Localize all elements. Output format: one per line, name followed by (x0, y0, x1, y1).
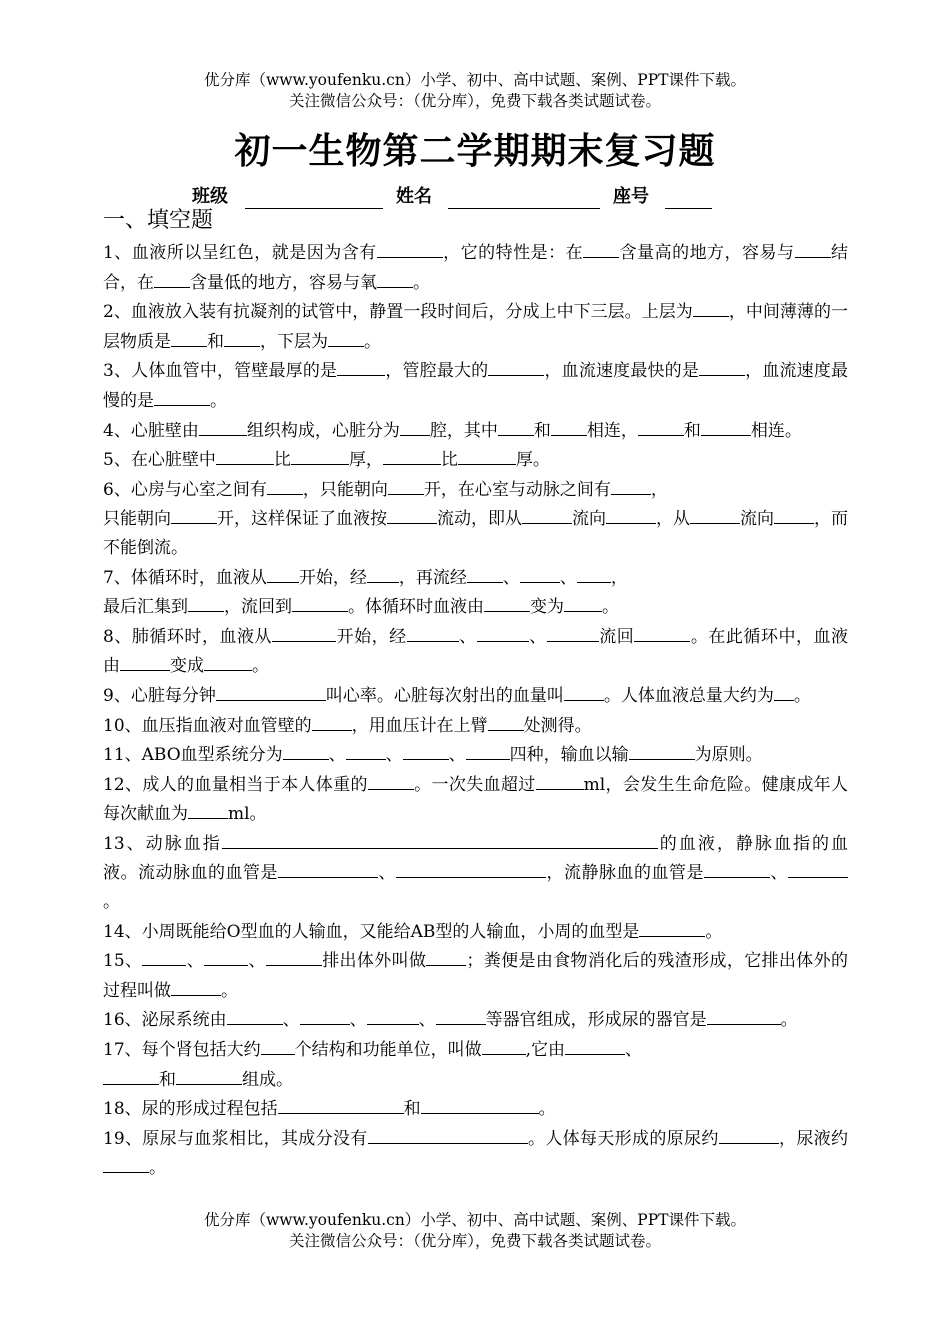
question-text: ，流回到 (224, 597, 292, 618)
answer-blank (719, 1124, 779, 1144)
question-text: 8、肺循环时，血液从 (103, 626, 273, 647)
question-text: 为原则。 (694, 745, 763, 766)
answer-blank (188, 799, 228, 819)
question-text: 、 (559, 567, 577, 588)
question-text: 、 (625, 1040, 643, 1061)
question-text: 流回 (598, 626, 635, 647)
question-text: 、 (248, 951, 266, 972)
answer-blank (368, 1124, 528, 1144)
question-text: 相连， (586, 420, 638, 441)
question-text: 变成 (170, 656, 204, 677)
header-line-2: 关注微信公众号：（优分库），免费下载各类试题试卷。 (288, 92, 661, 110)
question-text: 。体循环时血液由 (348, 597, 484, 618)
answer-blank (421, 1094, 539, 1114)
question-item (103, 770, 848, 829)
answer-blank (547, 622, 599, 642)
answer-blank (292, 592, 348, 612)
name-label: 姓名 (396, 186, 432, 207)
question-text: ，它的特性是：在 (442, 243, 584, 263)
question-item (103, 829, 848, 917)
question-item (103, 1035, 848, 1065)
question-text: 处测得。 (523, 715, 592, 736)
question-text: 16、泌尿系统由 (103, 1010, 227, 1031)
question-item (103, 592, 848, 622)
question-text: 、 (458, 626, 477, 647)
answer-blank (466, 740, 510, 760)
answer-blank (488, 356, 544, 376)
answer-blank (699, 356, 745, 376)
answer-blank (377, 268, 413, 288)
class-blank (245, 208, 383, 209)
question-item (103, 1065, 848, 1095)
question-text: 。人体每天形成的原尿约 (527, 1128, 719, 1149)
answer-blank (707, 1005, 781, 1025)
answer-blank (387, 504, 437, 524)
answer-blank (606, 504, 656, 524)
answer-blank (267, 563, 299, 583)
page-title: 初一生物第二学期期末复习题 (234, 130, 716, 172)
answer-blank (564, 681, 604, 701)
answer-blank (291, 445, 349, 465)
answer-blank (520, 563, 560, 583)
question-text: 。 (793, 685, 811, 706)
question-item (103, 622, 848, 681)
answer-blank (551, 416, 587, 436)
question-text: 、 (385, 745, 403, 766)
question-text: 。人体血液总量大约为 (603, 685, 774, 706)
question-text: 13、动脉血指 (103, 833, 222, 854)
question-text: 。 (364, 331, 381, 352)
section-title: 一、填空题 (103, 208, 214, 233)
question-text: 和 (533, 420, 551, 441)
question-text: ， (650, 479, 668, 500)
answer-blank (629, 740, 695, 760)
answer-blank (171, 327, 207, 347)
answer-blank (484, 592, 530, 612)
answer-blank (171, 504, 217, 524)
question-text: 等器官组成，形成尿的器官是 (485, 1010, 707, 1031)
answer-blank (788, 858, 848, 878)
answer-blank (458, 445, 516, 465)
question-text: 。 (103, 892, 120, 913)
question-text: ，下层为 (260, 331, 328, 352)
question-text: 。 (780, 1010, 798, 1031)
question-text: 、 (378, 863, 396, 884)
question-text: 18、尿的形成过程包括 (103, 1099, 278, 1120)
question-text: ，再流经 (398, 567, 467, 588)
answer-blank (377, 238, 443, 258)
question-item (103, 711, 848, 741)
question-text: 2、血液放入装有抗凝剂的试管中，静置一段时间后，分成上中下三层。上层为 (103, 302, 693, 323)
question-text: ，用血压计在上臂 (351, 715, 488, 736)
answer-blank (611, 475, 651, 495)
question-text: 3、人体血管中，管壁最厚的是 (103, 361, 338, 382)
question-text: 、 (328, 745, 346, 766)
answer-blank (368, 770, 414, 790)
question-text: 。在此循环中，血液由 (103, 626, 849, 677)
question-item (103, 946, 848, 1005)
answer-blank (188, 592, 224, 612)
question-text: 11、ABO血型系统分为 (103, 745, 283, 766)
question-text: 。 (538, 1099, 556, 1120)
question-item (103, 356, 848, 415)
question-text: ml，会发生生命危险。健康成年人每次献血为 (103, 774, 849, 825)
question-text: 。一次失血超过 (413, 774, 536, 795)
question-text: 和 (403, 1099, 421, 1120)
answer-blank (176, 1065, 242, 1085)
answer-blank (278, 1094, 404, 1114)
answer-blank (467, 563, 503, 583)
question-text: 开，这样保证了血液按 (217, 509, 387, 530)
answer-blank (227, 1005, 283, 1025)
answer-blank (204, 946, 248, 966)
question-text: 组织构成，心脏分为 (246, 420, 400, 441)
question-list (103, 238, 848, 1183)
question-text: 、 (349, 1010, 367, 1031)
question-text: 、 (186, 951, 205, 972)
answer-blank (564, 592, 602, 612)
answer-blank (154, 386, 210, 406)
question-item (103, 681, 848, 711)
question-text: 5、在心脏壁中 (103, 450, 216, 471)
answer-blank (536, 770, 584, 790)
answer-blank (216, 445, 274, 465)
answer-blank (367, 1005, 419, 1025)
question-text: 开始，经 (336, 626, 407, 647)
question-text: 、 (282, 1010, 300, 1031)
question-text: ，血流速度最慢的是 (103, 361, 849, 411)
question-text: 7、体循环时，血液从 (103, 567, 267, 588)
question-text: ；粪便是由食物消化后的残渣形成，它排出体外的过程叫做 (103, 951, 849, 1001)
answer-blank (634, 622, 690, 642)
question-text: ，而不能倒流。 (103, 509, 848, 558)
question-text: 、 (770, 863, 788, 884)
question-text: 17、每个肾包括大约 (103, 1040, 261, 1061)
question-text: 四种，输血以输 (509, 745, 629, 766)
answer-blank (583, 238, 619, 258)
answer-blank (577, 563, 611, 583)
answer-blank (403, 740, 449, 760)
question-text: 4、心脏壁由 (103, 420, 199, 441)
question-text: 开始，经 (298, 567, 367, 588)
answer-blank (383, 445, 441, 465)
answer-blank (426, 946, 466, 966)
question-text: 组成。 (242, 1069, 293, 1090)
answer-blank (312, 711, 352, 731)
question-text: 。 (705, 921, 723, 942)
answer-blank (261, 1035, 295, 1055)
answer-blank (774, 681, 794, 701)
question-text: ，从 (656, 509, 690, 530)
question-text: 和 (683, 420, 701, 441)
question-text: 和 (159, 1069, 176, 1090)
question-text: 流动，即从 (437, 509, 522, 530)
answer-blank (142, 946, 186, 966)
answer-blank (638, 416, 684, 436)
question-text: 。 (252, 656, 269, 677)
answer-blank (346, 740, 386, 760)
answer-blank (488, 711, 524, 731)
question-text: ml。 (228, 804, 267, 825)
question-text: 。 (602, 597, 619, 618)
answer-blank (498, 416, 534, 436)
question-text: 。 (221, 980, 238, 1001)
question-text: 相连。 (750, 420, 802, 441)
answer-blank (693, 297, 729, 317)
answer-blank (266, 946, 322, 966)
answer-blank (690, 504, 740, 524)
question-text: 14、小周既能给O型血的人输血，又能给AB型的人输血，小周的血型是 (103, 921, 640, 942)
question-text: 12、成人的血量相当于本人体重的 (103, 774, 368, 795)
answer-blank (278, 858, 378, 878)
question-item (103, 1005, 848, 1035)
question-text: 1、血液所以呈红色，就是因为含有 (103, 243, 377, 263)
question-text: 个结构和功能单位，叫做 (294, 1040, 482, 1061)
question-text: 比 (273, 450, 291, 471)
answer-blank (216, 681, 326, 701)
answer-blank (407, 622, 459, 642)
question-text: 的血液，静脉血指的血液。流动脉血的血管是 (103, 833, 849, 884)
answer-blank (272, 622, 336, 642)
answer-blank (204, 651, 252, 671)
footer-line-2: 关注微信公众号：（优分库），免费下载各类试题试卷。 (288, 1232, 661, 1250)
question-text: 排出体外叫做 (321, 951, 427, 972)
answer-blank (639, 917, 705, 937)
question-item (103, 1124, 848, 1183)
question-text: 10、血压指血液对血管壁的 (103, 715, 312, 736)
answer-blank (120, 651, 170, 671)
question-text: 厚。 (515, 450, 550, 471)
seat-blank (665, 208, 712, 209)
answer-blank (396, 858, 546, 878)
question-text: 变为 (530, 597, 564, 618)
answer-blank (795, 238, 831, 258)
question-text: 和 (207, 331, 224, 352)
answer-blank (103, 1065, 159, 1085)
question-item (103, 297, 848, 356)
footer-line-1: 优分库（www.youfenku.cn）小学、初中、高中试题、案例、PPT课件下载。 (203, 1211, 747, 1229)
question-text: 含量高的地方，容易与 (619, 243, 795, 263)
answer-blank (328, 327, 364, 347)
seat-label: 座号 (613, 186, 649, 207)
question-text: 、 (448, 745, 466, 766)
question-text: 、 (502, 567, 520, 588)
question-item (103, 504, 848, 562)
question-item (103, 917, 848, 947)
question-text: ，尿液约 (778, 1128, 849, 1149)
question-text: 比 (440, 450, 458, 471)
question-text: 流向 (572, 509, 606, 530)
answer-blank (774, 504, 814, 524)
question-text: 含量低的地方，容易与氧 (190, 272, 377, 293)
question-text: 叫心率。心脏每次射出的血量叫 (325, 685, 564, 706)
question-text: ，流静脉血的血管是 (546, 863, 704, 884)
question-item (103, 740, 848, 770)
header-line-1: 优分库（www.youfenku.cn）小学、初中、高中试题、案例、PPT课件下载。 (203, 71, 747, 89)
answer-blank (283, 740, 329, 760)
name-blank (448, 208, 600, 209)
page-header (0, 70, 950, 112)
question-text: 15、 (103, 951, 143, 972)
question-text: 。 (210, 390, 227, 411)
question-text: ,它由 (525, 1040, 566, 1061)
question-text: 只能朝向 (103, 509, 171, 530)
answer-blank (565, 1035, 625, 1055)
answer-blank (267, 475, 303, 495)
question-text: 最后汇集到 (103, 597, 188, 618)
question-text: ，管腔最大的 (385, 361, 489, 382)
answer-blank (436, 1005, 486, 1025)
question-text: ，血流速度最快的是 (544, 361, 699, 382)
question-text: 、 (528, 626, 547, 647)
answer-blank (154, 268, 190, 288)
question-text: 。 (413, 272, 430, 293)
answer-blank (367, 563, 399, 583)
question-text: 开，在心室与动脉之间有 (423, 479, 611, 500)
answer-blank (704, 858, 770, 878)
answer-blank (388, 475, 424, 495)
question-item (103, 238, 848, 297)
question-text: ，只能朝向 (302, 479, 388, 500)
question-item (103, 1094, 848, 1124)
answer-blank (171, 976, 221, 996)
answer-blank (300, 1005, 350, 1025)
question-text: ，中间薄薄的一层物质是 (103, 302, 848, 352)
question-text: 、 (418, 1010, 436, 1031)
question-text: ， (610, 567, 628, 588)
question-text: 9、心脏每分钟 (103, 685, 216, 706)
answer-blank (477, 622, 529, 642)
question-text: 19、原尿与血浆相比，其成分没有 (103, 1128, 368, 1149)
answer-blank (482, 1035, 526, 1055)
class-label: 班级 (192, 186, 228, 207)
question-item (103, 563, 848, 593)
question-item (103, 475, 848, 505)
answer-blank (522, 504, 572, 524)
question-item (103, 416, 848, 446)
answer-blank (400, 416, 430, 436)
answer-blank (199, 416, 247, 436)
question-text: 。 (149, 1158, 166, 1179)
question-text: 厚， (348, 450, 383, 471)
question-text: 流向 (740, 509, 774, 530)
answer-blank (224, 327, 260, 347)
answer-blank (103, 1153, 149, 1173)
answer-blank (337, 356, 385, 376)
question-text: 腔，其中 (429, 420, 498, 441)
answer-blank (222, 829, 658, 849)
answer-blank (701, 416, 751, 436)
question-item (103, 445, 848, 475)
page-footer (0, 1210, 950, 1252)
question-text: 结合，在 (103, 243, 849, 293)
question-text: 6、心房与心室之间有 (103, 479, 267, 500)
